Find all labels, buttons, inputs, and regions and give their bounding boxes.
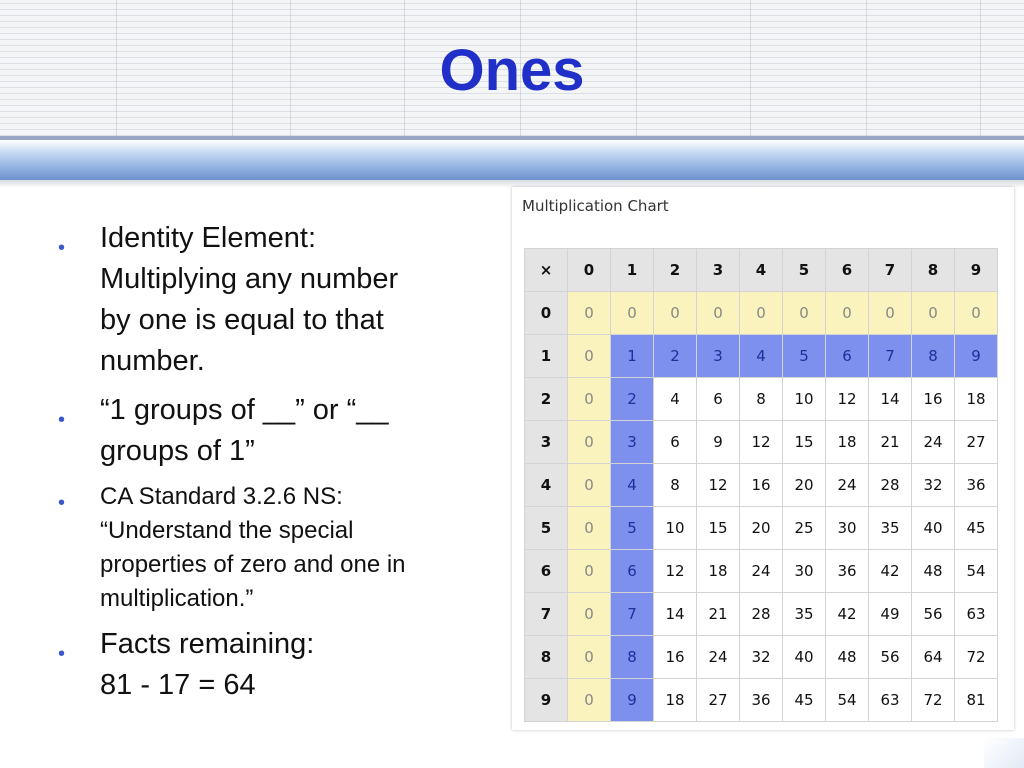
row-header-cell: 2 — [525, 378, 568, 421]
product-cell: 42 — [869, 550, 912, 593]
product-cell: 24 — [740, 550, 783, 593]
product-cell: 0 — [568, 636, 611, 679]
product-cell: 8 — [740, 378, 783, 421]
row-header-cell: 6 — [525, 550, 568, 593]
product-cell: 2 — [654, 335, 697, 378]
product-cell: 18 — [697, 550, 740, 593]
product-cell: 0 — [568, 335, 611, 378]
row-header-cell: 5 — [525, 507, 568, 550]
product-cell: 24 — [826, 464, 869, 507]
product-cell: 3 — [697, 335, 740, 378]
product-cell: 36 — [955, 464, 998, 507]
row-header-cell: 9 — [525, 679, 568, 722]
table-corner-cell: × — [525, 249, 568, 292]
bullet-text-line: groups of 1” — [100, 435, 255, 467]
product-cell: 10 — [783, 378, 826, 421]
column-header-cell: 5 — [783, 249, 826, 292]
product-cell: 9 — [611, 679, 654, 722]
column-header-cell: 3 — [697, 249, 740, 292]
product-cell: 0 — [568, 550, 611, 593]
chart-title: Multiplication Chart — [522, 197, 669, 215]
product-cell: 8 — [654, 464, 697, 507]
product-cell: 32 — [740, 636, 783, 679]
product-cell: 15 — [697, 507, 740, 550]
product-cell: 54 — [955, 550, 998, 593]
product-cell: 42 — [826, 593, 869, 636]
bullet-text-line: multiplication.” — [100, 585, 254, 612]
row-header-cell: 3 — [525, 421, 568, 464]
product-cell: 15 — [783, 421, 826, 464]
row-header-cell: 1 — [525, 335, 568, 378]
product-cell: 6 — [826, 335, 869, 378]
product-cell: 27 — [955, 421, 998, 464]
bullet-text-line: Multiplying any number — [100, 263, 399, 295]
product-cell: 7 — [611, 593, 654, 636]
table-row — [525, 421, 998, 464]
product-cell: 4 — [740, 335, 783, 378]
column-header-cell: 6 — [826, 249, 869, 292]
table-row — [525, 378, 998, 421]
product-cell: 12 — [740, 421, 783, 464]
table-row — [525, 464, 998, 507]
multiplication-table — [524, 248, 998, 722]
product-cell: 2 — [611, 378, 654, 421]
product-cell: 21 — [697, 593, 740, 636]
product-cell: 24 — [912, 421, 955, 464]
product-cell: 49 — [869, 593, 912, 636]
product-cell: 6 — [697, 378, 740, 421]
product-cell: 5 — [611, 507, 654, 550]
product-cell: 0 — [912, 292, 955, 335]
bullet-text-line: properties of zero and one in — [100, 551, 406, 578]
product-cell: 32 — [912, 464, 955, 507]
column-header-cell: 8 — [912, 249, 955, 292]
row-header-cell: 7 — [525, 593, 568, 636]
table-row — [525, 593, 998, 636]
product-cell: 30 — [783, 550, 826, 593]
product-cell: 21 — [869, 421, 912, 464]
table-row — [525, 335, 998, 378]
product-cell: 16 — [740, 464, 783, 507]
product-cell: 3 — [611, 421, 654, 464]
product-cell: 14 — [869, 378, 912, 421]
product-cell: 5 — [783, 335, 826, 378]
table-row — [525, 292, 998, 335]
bullet-dot-icon: • — [58, 643, 66, 665]
product-cell: 63 — [869, 679, 912, 722]
bullet-text-line: 81 - 17 = 64 — [100, 669, 256, 701]
product-cell: 12 — [826, 378, 869, 421]
product-cell: 0 — [568, 421, 611, 464]
product-cell: 45 — [783, 679, 826, 722]
table-row — [525, 679, 998, 722]
product-cell: 0 — [826, 292, 869, 335]
column-header-cell: 1 — [611, 249, 654, 292]
product-cell: 12 — [697, 464, 740, 507]
column-header-cell: 9 — [955, 249, 998, 292]
product-cell: 8 — [912, 335, 955, 378]
bullet-text-line: Identity Element: — [100, 222, 316, 254]
column-header-cell: 4 — [740, 249, 783, 292]
bullet-text-line: CA Standard 3.2.6 NS: — [100, 483, 343, 510]
row-header-cell: 8 — [525, 636, 568, 679]
bullet-dot-icon: • — [58, 409, 66, 431]
product-cell: 36 — [826, 550, 869, 593]
product-cell: 81 — [955, 679, 998, 722]
product-cell: 12 — [654, 550, 697, 593]
bullet-text-line: number. — [100, 345, 205, 377]
bullet-item — [58, 624, 478, 706]
bullet-text-line: Facts remaining: — [100, 628, 315, 660]
product-cell: 20 — [783, 464, 826, 507]
product-cell: 0 — [568, 593, 611, 636]
bullet-item — [58, 390, 478, 472]
bullet-item — [58, 218, 478, 382]
product-cell: 48 — [912, 550, 955, 593]
product-cell: 28 — [869, 464, 912, 507]
product-cell: 18 — [955, 378, 998, 421]
product-cell: 6 — [654, 421, 697, 464]
multiplication-chart-image — [512, 187, 1014, 730]
bullet-text-line: “1 groups of __” or “__ — [100, 394, 389, 426]
corner-decoration — [984, 738, 1024, 768]
product-cell: 0 — [568, 292, 611, 335]
product-cell: 0 — [568, 507, 611, 550]
product-cell: 72 — [955, 636, 998, 679]
product-cell: 8 — [611, 636, 654, 679]
product-cell: 0 — [955, 292, 998, 335]
row-header-cell: 4 — [525, 464, 568, 507]
product-cell: 64 — [912, 636, 955, 679]
product-cell: 36 — [740, 679, 783, 722]
product-cell: 14 — [654, 593, 697, 636]
product-cell: 72 — [912, 679, 955, 722]
product-cell: 6 — [611, 550, 654, 593]
product-cell: 0 — [654, 292, 697, 335]
product-cell: 4 — [654, 378, 697, 421]
product-cell: 63 — [955, 593, 998, 636]
row-header-cell: 0 — [525, 292, 568, 335]
product-cell: 20 — [740, 507, 783, 550]
table-header-row — [525, 249, 998, 292]
product-cell: 0 — [568, 464, 611, 507]
product-cell: 28 — [740, 593, 783, 636]
column-header-cell: 2 — [654, 249, 697, 292]
product-cell: 16 — [912, 378, 955, 421]
product-cell: 0 — [568, 679, 611, 722]
product-cell: 35 — [783, 593, 826, 636]
product-cell: 18 — [826, 421, 869, 464]
product-cell: 9 — [955, 335, 998, 378]
product-cell: 30 — [826, 507, 869, 550]
product-cell: 0 — [783, 292, 826, 335]
product-cell: 45 — [955, 507, 998, 550]
product-cell: 4 — [611, 464, 654, 507]
product-cell: 56 — [912, 593, 955, 636]
product-cell: 0 — [611, 292, 654, 335]
blue-gradient-band — [0, 140, 1024, 180]
product-cell: 7 — [869, 335, 912, 378]
table-row — [525, 636, 998, 679]
product-cell: 0 — [568, 378, 611, 421]
table-row — [525, 507, 998, 550]
product-cell: 27 — [697, 679, 740, 722]
bullet-dot-icon: • — [58, 492, 66, 514]
column-header-cell: 7 — [869, 249, 912, 292]
product-cell: 18 — [654, 679, 697, 722]
bullet-text-line: by one is equal to that — [100, 304, 384, 336]
product-cell: 48 — [826, 636, 869, 679]
product-cell: 35 — [869, 507, 912, 550]
product-cell: 0 — [869, 292, 912, 335]
product-cell: 24 — [697, 636, 740, 679]
product-cell: 25 — [783, 507, 826, 550]
product-cell: 54 — [826, 679, 869, 722]
bullet-text-line: “Understand the special — [100, 517, 354, 544]
bullet-item — [58, 480, 478, 616]
product-cell: 16 — [654, 636, 697, 679]
product-cell: 56 — [869, 636, 912, 679]
product-cell: 1 — [611, 335, 654, 378]
bullet-list — [58, 218, 478, 714]
product-cell: 0 — [697, 292, 740, 335]
product-cell: 40 — [783, 636, 826, 679]
product-cell: 10 — [654, 507, 697, 550]
product-cell: 0 — [740, 292, 783, 335]
bullet-dot-icon: • — [58, 237, 66, 259]
table-row — [525, 550, 998, 593]
product-cell: 40 — [912, 507, 955, 550]
slide-title: Ones — [439, 38, 585, 103]
column-header-cell: 0 — [568, 249, 611, 292]
product-cell: 9 — [697, 421, 740, 464]
